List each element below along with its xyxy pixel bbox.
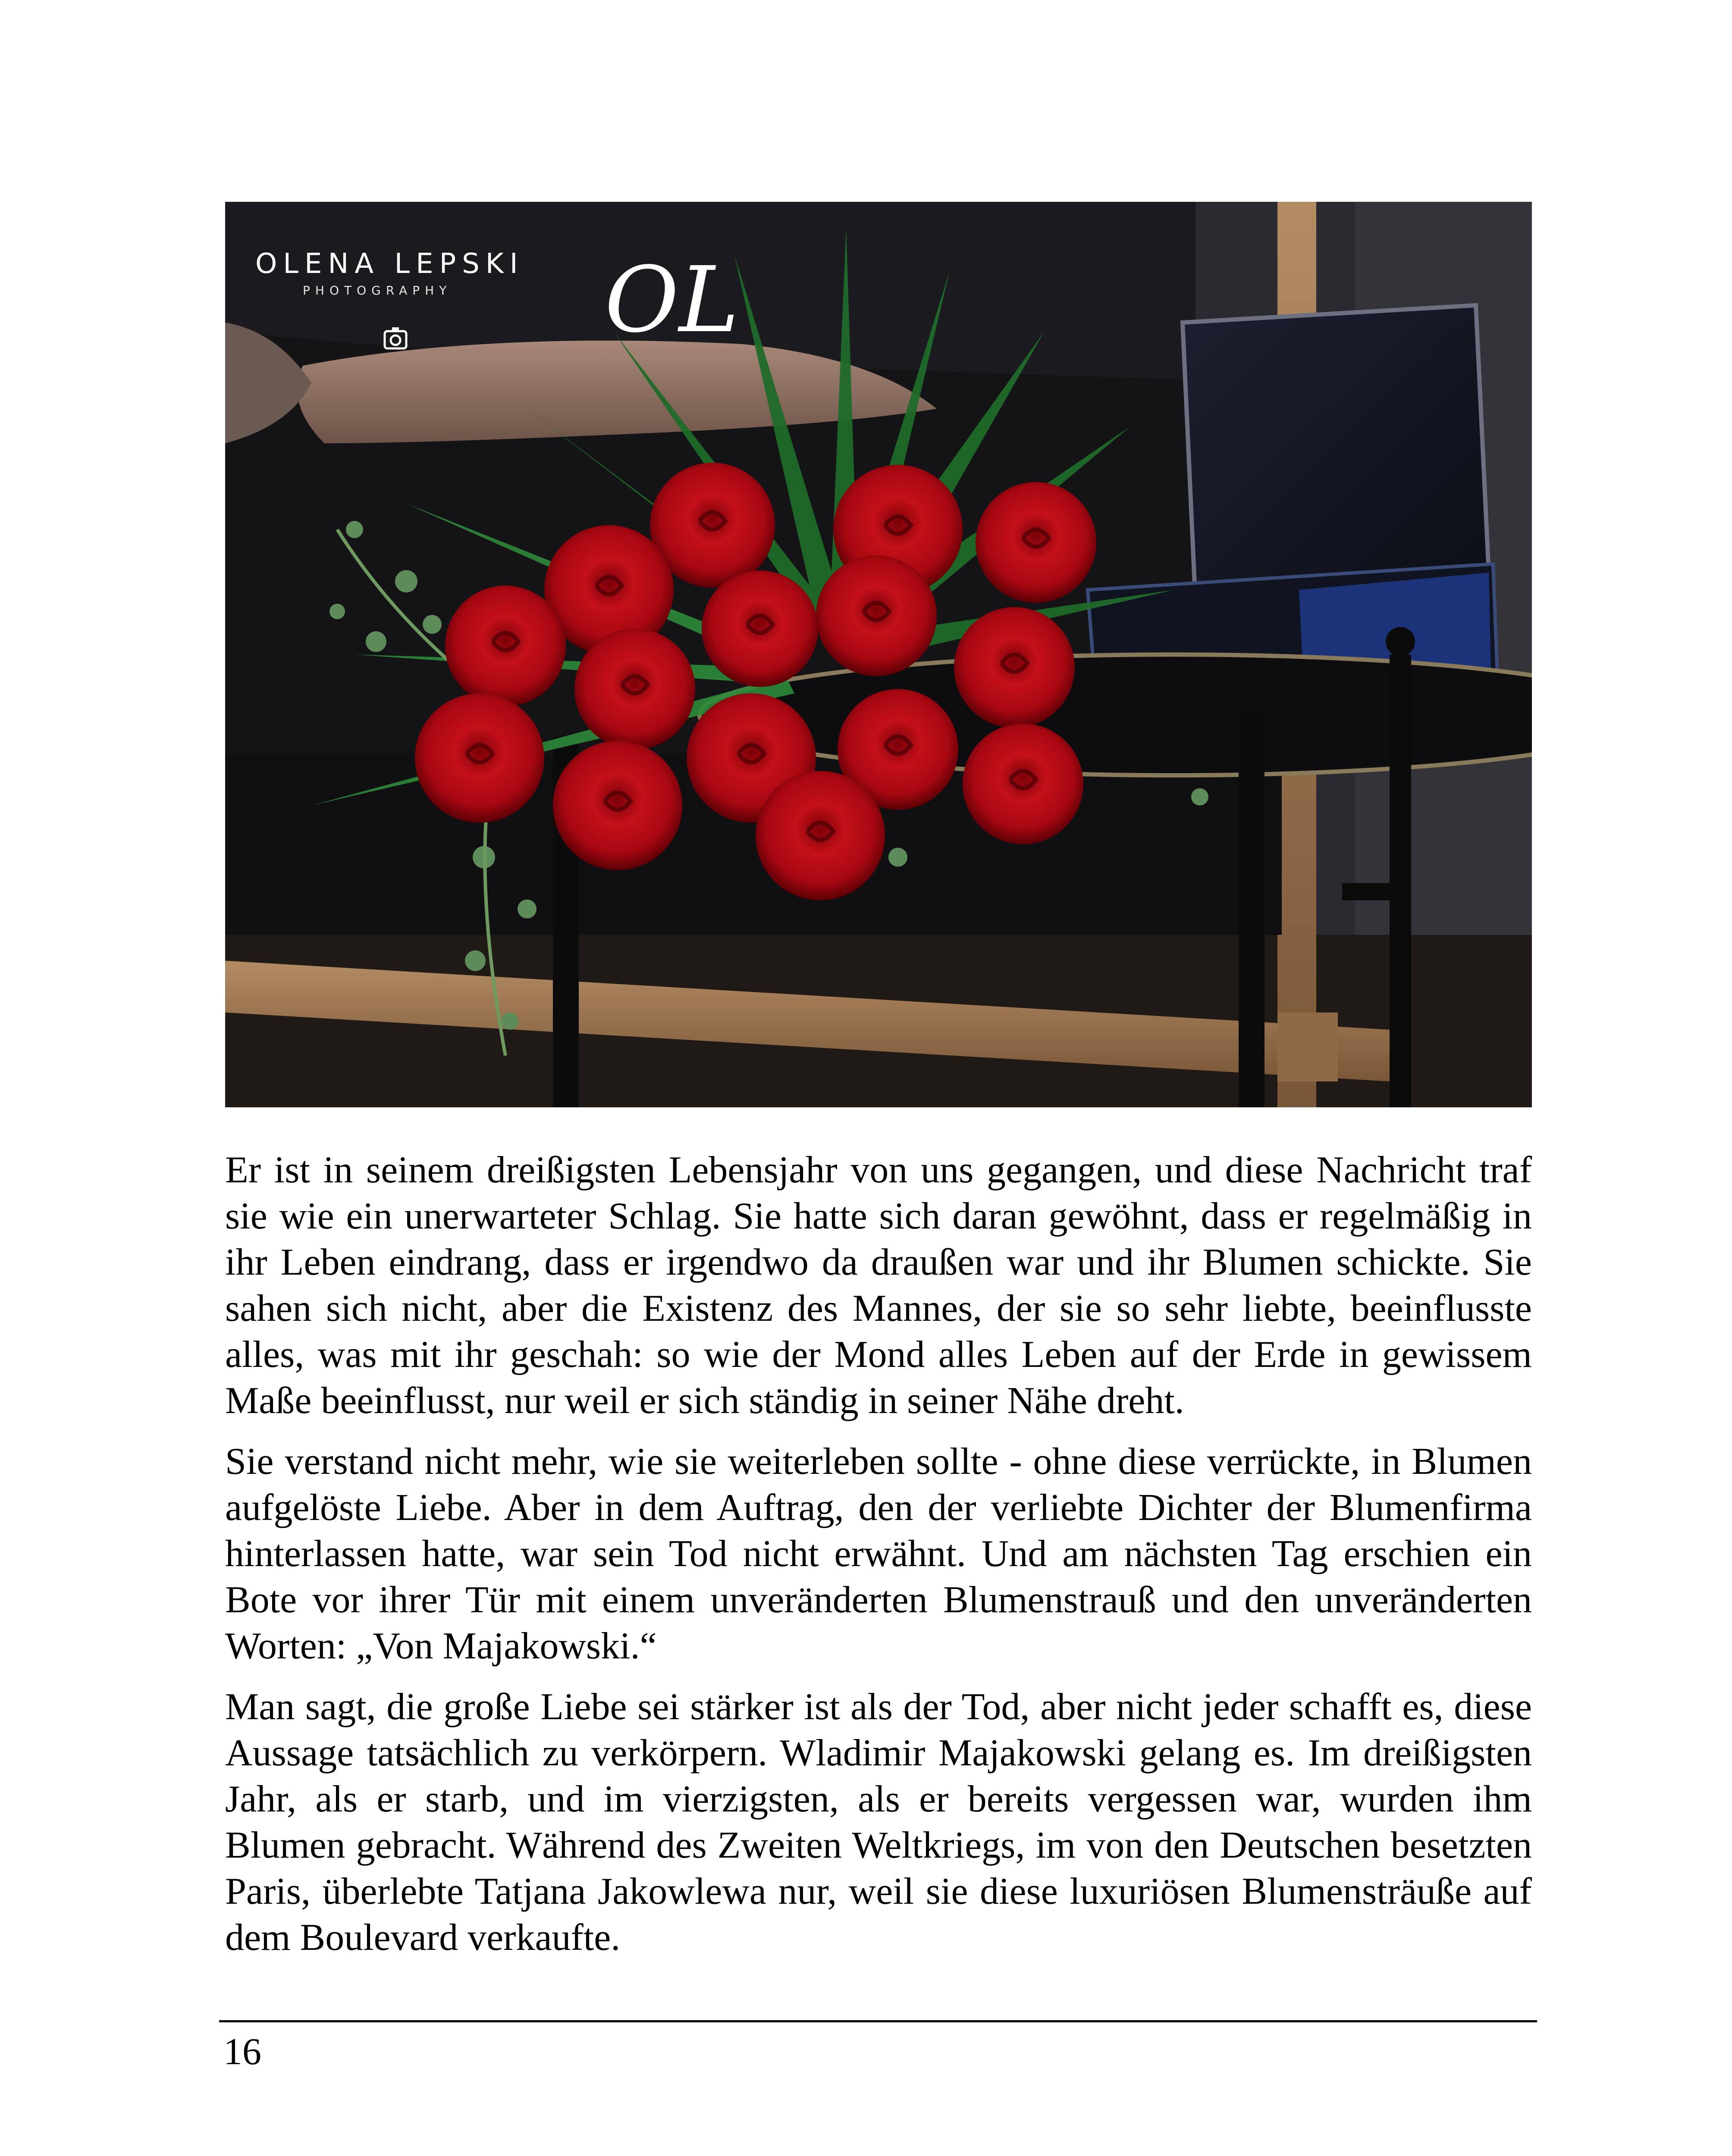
footer-rule <box>219 2020 1537 2022</box>
page-number: 16 <box>223 2031 261 2073</box>
watermark-name: OLENA LEPSKI <box>255 248 524 280</box>
roses-photograph <box>225 202 1532 1107</box>
watermark-subtitle: PHOTOGRAPHY <box>303 283 452 298</box>
paragraph-3: Man sagt, die große Liebe sei stärker ist als der Tod, aber nicht jeder schafft es, diese Aussage tatsächlich zu verkörpern. Wladimir Majakowski gelang es. Im dreißigsten Jahr, als er starb, und im vierzigsten, als er bereits vergessen war, wurden ihm Blumen gebracht. Während des Zweiten Weltkriegs, im von den Deutschen besetzten Paris, überlebte Tatjana Jakowlewa nur, weil sie diese luxuriösen Blumensträuße auf dem Boulevard verkaufte. <box>225 1686 1532 1959</box>
paragraph-1: Er ist in seinem dreißigsten Lebensjahr von uns gegangen, und diese Nachricht traf sie wie ein unerwarteter Schlag. Sie hatte sich daran gewöhnt, dass er regelmäßig in ihr Leben eindrang, dass er irgendwo da draußen war und ihr Blumen schickte. Sie sahen sich nicht, aber die Existenz des Mannes, der sie so sehr liebte, beeinflusste alles, was mit ihr geschah: so wie der Mond alles Leben auf der Erde in gewissem Maße beeinflusst, nur weil er sich ständig in seiner Nähe dreht. <box>225 1149 1532 1422</box>
body-text <box>225 1147 1532 1975</box>
paragraph-2: Sie verstand nicht mehr, wie sie weiterleben sollte - ohne diese verrückte, in Blumen aufgelöste Liebe. Aber in dem Auftrag, den der verliebte Dichter der Blumenfirma hinterlassen hatte, war sein Tod nicht erwähnt. Und am nächsten Tag erschien ein Bote vor ihrer Tür mit einem unveränderten Blumenstrauß und den unveränderten Worten: „Von Majakowski.“ <box>225 1441 1532 1667</box>
roses-photo-illustration <box>225 202 1532 1107</box>
watermark-monogram: OL <box>605 247 739 353</box>
